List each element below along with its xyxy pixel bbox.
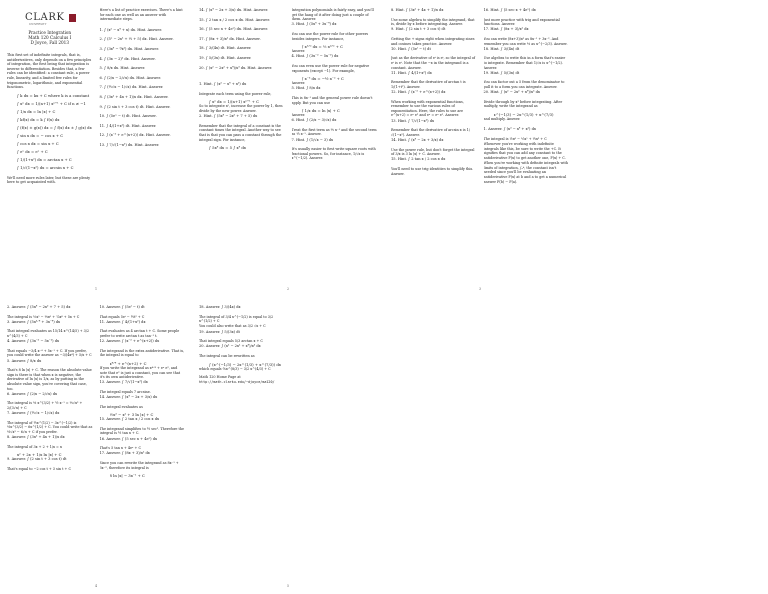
hint-text: Just more practice with trig and exponential functions. Answer. [483,17,560,27]
exercise-item: 9. ∫ (2 sin t + 3 cos t) dt. Hint. Answer. [99,104,171,109]
formula: 8 ln |x| − 3x⁻¹ + C [109,473,145,479]
title-line: D Joyce, Fall 2013 [30,40,70,45]
answer-heading: 16. Answer. ∫ (5 sec x + 4eˣ) dx [99,436,158,441]
exercise-item: 11. ∫ 4/(1+x²) dt. Hint. Answer. [99,123,157,128]
answer-heading: 19. Answer. ∫ 5/(3x) dt [199,329,240,334]
intro-paragraph: This first set of indefinite integrals, that is, antiderivatives, only depends on a few principles of integration, the first being that integration is inverse to differentiation. Besides that, a few rules can be identified: a constant rule, a power rule, linearity, and a limited few rules for trigonometric, logarithmic, and exponential functions. [7,53,92,90]
page-6-blank [384,297,576,594]
hint-heading: 17. Hint. ∫ (8x + 3)/x² dx [483,27,529,32]
formula: ∫ eˣ dx = eˣ + C [17,148,48,154]
exercise-item: 2. ∫ (5ˣ − 2x² + ⅓ + 5) dx. Hint. Answer. [99,37,174,42]
hint-heading: 20. Hint. ∫ (x² − 2x² + x⁴)/x³ dx [483,90,540,95]
hint-text: Getting the + signs right when integrating sines and cosines takes practice. Answer. [391,36,475,46]
hint-text: Just as the derivative of eᵗ is eᵗ, so the integral of eᵗ is eᵗ. Note that the −x in the integrand is a constant. Answer. [391,56,476,70]
hint-heading: 16. Hint. ∫ (5 sec x + 4eˣ) dx [483,8,536,12]
hint-text: Remember that the integral of a constant is the constant times the integral. Another way to see that is that you can pass a constant through the integral sign. For instance, [199,123,282,142]
hint-heading: 15. Hint. ∫ 2 tan x / 2 cos x dx [391,157,446,162]
hint-heading: 1. Hint. ∫ (x⁵ − x⁴ + x²) dx [199,82,247,87]
logo-subtext: UNIVERSITY [29,23,47,26]
hint-text: You can even use the power rule for negative exponents (except −1). For example, [291,63,370,73]
formula: ∫ sin x dx = − cos x + C [17,132,64,138]
hint-text: and multiply. Answer. [483,116,521,121]
exercise-item: 7. ∫ (½√x − 1/√x) dx. Hint. Answer. [99,85,164,90]
answer-heading: 5. Answer. ∫ 8/x dx [7,358,42,363]
answer-heading: 12. Answer. ∫ (x⁻⁵ + e^(x+2)) dx [99,339,160,344]
formula: ∫ x³ᐟ² dx = ⅖ x⁵ᐟ² + C [301,44,344,50]
hint-heading: 10. Hint. ∫ (5eᵗ − t) dt [391,46,431,51]
answer-text: Whenever you're working with indefinite integrals like this, be sure to write the +C. It signifies that you can add any constant to the antiderivative F(x) to get another one, F(x) + C. [483,142,566,161]
hint-text: You can factor out a 5 from the denominator to pull it to a form you can integrate. Answer. [483,80,565,89]
answer-heading: 1. Answer. ∫ (x⁵ − x⁴ + x²) dx [483,127,536,132]
page-number: 3 [478,287,482,291]
page-1-right-column [100,8,186,186]
logo-text: CLARK [25,12,65,23]
answer-heading: 15. Answer. ∫ 2 tan x / 2 cos x dx [99,417,160,422]
exercise-item: 20. ∫ (x² − 2x² + x⁴)/x³ dx. Hint. Answer. [199,65,273,70]
hint-text: You can use the power rule for other powers besides integers. For instance, [291,31,369,41]
hint-heading: 11. Hint. ∫ 4/(1+x²) dx [391,70,432,75]
formula: ∫ 5x⁴ dx = 5 ∫ x⁴ dx [209,145,246,151]
answer-heading: 10. Answer. ∫ (5eᵗ − t) dt [99,305,145,309]
hint-text: Integration polynomials is fairly easy, and you'll get the hang of it after doing just a couple of them. Answer. [291,8,374,22]
hint-heading: 13. Hint. ∫ 7/√(1−x²) dx [391,118,435,123]
answer-heading: 8. Answer. ∫ (3x² + 4x + 1)/x dx [7,435,65,440]
answer-heading: 4. Answer. ∫ (3x⁻⁵ − 5x⁻²) dx [7,339,60,344]
hint-text: Divide through by x³ before integrating. After multiply, write the integrand as [483,99,563,109]
clark-university-logo [7,12,93,26]
answer-text: That evaluates as 4 arctan t + C. Some people prefer to write arctan t as tan⁻¹ t. [99,329,180,338]
page-4-left-column [7,305,93,478]
page-2 [192,0,384,297]
exercise-item: 15. ∫ 2 tan x / 2 cos x dx. Hint. Answer. [199,17,270,22]
seal-icon [69,14,76,22]
hint-heading: 7. Hint. ∫ (1/√x − 3) dx [291,137,334,142]
formula: ∫ 1/(1+x²) dx = arctan x + C [17,156,72,162]
page-number: 5 [286,584,290,588]
answer-link[interactable]: Answer. [291,113,306,118]
exercise-item: 12. ∫ (x⁻⁵ + e^(x+2)) dx. Hint. Answer. [99,133,171,138]
hint-heading: 2. Hint. ∫ (5x⁴ − 2x⁵ + 7 + 5) dx [199,114,258,119]
exercise-item: 10. ∫ (5eˣ − t) dt. Hint. Answer. [99,114,157,119]
formula: ∫ kf(x) dx = k ∫ f(x) dx [17,116,60,122]
answer-link[interactable]: Answer. [291,49,306,54]
hint-text: You'll need to use trig identities to simplify this. Answer. [391,167,474,176]
answer-heading: 13. Answer. ∫ 7/√(1−x²) dx [99,380,148,385]
answer-text: When you're working with definite integrals with limits of integration, ∫ₐᵇ, the constant isn't needed since you'll be evaluating an antiderivative F(x) at b and a to get a numerical answer F(b) − F(a). [483,161,568,184]
page-4 [0,297,192,594]
page-number: 4 [94,584,98,588]
page-1-left-column [7,8,93,186]
formula: ∫ 1/x dx = ln |x| + C [17,108,56,114]
formula: ∫ xⁿ dx = 1/(n+1) xⁿ⁺¹ + C [209,99,260,105]
page-2-left-column [199,8,285,162]
answer-heading: 14. Answer. ∫ (x⁴ − 2x + 3/x) dx [99,395,158,400]
title-line: Practice Integration [28,30,72,35]
hint-text: Integrate each term using the power rule, [199,91,272,96]
hint-text: Remember that the derivative of arcsin x is 1/√(1−x²). Answer. [391,128,470,137]
formula: x^(−1/3) − 2x^(1/3) + x^(7/3) [493,111,554,117]
answer-heading: 11. Answer. ∫ 4/(1+x²) dx [99,319,146,324]
answer-heading: 2. Answer. ∫ (5x⁴ − 2x⁵ + 7 + 5) dx [7,305,71,309]
answer-text: The integrand simplifies to ½ sec². Therefore the integral is ½ tan x + C. [99,426,185,436]
formula: ∫ xⁿ dx = 1/(n+1) xⁿ⁺¹ + C if n ≠ −1 [17,100,86,106]
page-number: 2 [286,287,290,291]
title-line: Math 120 Calculus I [28,35,72,40]
formula: x⁴ᐟ⁴ + e^(x+2) + C [109,360,147,366]
page-3-left-column [391,8,477,185]
answer-text: The integral equals 7 arcsine. [99,389,151,394]
hint-text: It's usually easier to first write square roots with fractional powers. So, for instance, 1/√x is x^(−1/2). Answer. [291,147,376,161]
page-1 [0,0,192,297]
page-3 [384,0,576,297]
exercise-item: 13. ∫ 7/√(1−x²) dx. Hint. Answer. [99,142,160,147]
formula: ∫ (f(x) ± g(x)) dx = ∫ f(x) dx ± ∫ g(x) dx [17,124,92,130]
hint-heading: 5. Hint. ∫ 8/x dx [291,86,321,91]
exercise-item: 17. ∫ (8x + 3)/x² dx. Hint. Answer. [199,36,261,41]
page-2-right-column [292,8,378,162]
hint-heading: 6. Hint. ∫ (2/x − 3/√x) dx [291,118,337,123]
hint-heading: 12. Hint. ∫ (x⁻⁵ + e^(x+2)) dx [391,90,446,95]
hint-text: So to integrate x⁵, increase the power by 1, then divide by the new power. Answer. [199,104,283,113]
hint-heading: 19. Hint. ∫ 5/(3x) dt [483,70,520,75]
hint-heading: 3. Hint. ∫ (5x⁴ + 3x⁻⁴) dx [291,22,337,27]
page-5-right-column [292,305,378,386]
answer-heading: 17. Answer. ∫ (8x + 3)/x² dx [99,451,150,456]
page-number: 1 [94,287,98,291]
hint-text: Use some algebra to simplify the integrand, that is, divide by x before integrating. Answer. [391,17,475,27]
answer-text: which equals ⅜x^(8/3) − 3/2 x^(4/3) + C [199,366,271,371]
page-5 [192,297,384,594]
answer-text: The integral evaluates as [99,404,143,409]
hint-heading: 18. Hint. ∫ 3/(4x) dt [483,46,520,51]
answer-heading: 20. Answer. ∫ (x² − 2x² + x⁴)/x³ dx [199,344,261,349]
page-4-right-column [100,305,186,478]
document-title [7,30,93,45]
homepage-link[interactable]: http://math.clarku.edu/~djoyce/ma120/ [199,380,275,385]
answer-heading: 18. Answer. ∫ 3/(4x) dx [199,305,241,309]
hint-text: Use algebra to write this in a form that's easier to integrate. Remember that 1/√x is x^(−1/2). Answer. [483,56,566,70]
answer-heading: 9. Answer. ∫ (2 sin t + 3 cos t) dt [7,457,67,462]
answer-text: Since you can rewrite the integrand as 8x⁻¹ + 3x⁻², therefore its integral is [99,461,179,470]
answer-link[interactable]: Answer. [291,81,306,86]
formula: ∫ cos x dx = sin x + C [17,140,59,146]
answer-text: The integral can be rewritten as [199,353,255,358]
hint-text: Remember that the derivative of arctan t is 1/(1+t²). Answer. [391,80,466,89]
answer-text: That equals −3/4 x⁻⁴ + 5x⁻¹ + C. If you prefer, you could write the answer as −3/(4x⁴) + 5/x + C [7,348,92,358]
answer-heading: 3. Answer. ∫ (5x³ᐟ⁴ + 3x⁻⁴) dx [7,319,61,324]
answer-heading: 7. Answer. ∫ (½√x − 1/√x) dx [7,411,60,416]
answer-text: That integral equals 5/3 arctan x + C [199,339,264,344]
exercise-item: 1. ∫ (x² − x⁴ + x) dx. Hint. Answer. [99,27,162,32]
formula: ⅕x⁵ − x² + 3 ln |x| + C [109,412,154,418]
exercise-item: 6. ∫ (2/x − 2/√x) dx. Hint. Answer. [99,75,162,80]
exercise-item: 4. ∫ (3x − 2)² dx. Hint. Answer. [99,56,156,61]
hint-heading: 4. Hint. ∫ (3x⁻⁵ − 5x⁻²) dx [291,54,339,59]
outro-paragraph: We'll need more rules later, but these are plenty here to get acquainted with. [7,175,91,185]
answer-text: That integral evaluates as 15/14 x^(14/5) + 3/2 x^(4/3) + C [7,329,90,338]
answer-text: The integrand is the extra antiderivative. That is, the integral is equal to [99,348,185,358]
formula: ∫ 1/x dx = ln |x| + C [301,108,340,114]
answer-text: That's 8 ln |x| + C. The reason the absolute value sign is there is that when x is negative, the derivative of ln |x| is 1/x, as by putting in the absolute value sign, you're covering that case, too. [7,368,92,391]
exercise-item: 8. ∫ (3x² + 4x + 1)/x dx. Hint. Answer. [99,94,169,99]
exercise-item: 14. ∫ (x⁴ − 2x + 3/x) dx. Hint. Answer. [199,8,269,12]
exercise-intro: Here's a list of practice exercises. There's a hint for each one as well as an answer with intermediate steps. [99,8,183,22]
formula: ∫ k dx = kx + C where k is a constant [17,92,90,98]
answer-text: That's 5 tan x + 4eˣ + C [99,446,142,451]
hint-text: Use the power rule, but don't forget the integral of 3/x is 3 ln |x| + C. Answer. [391,147,475,157]
formula: x² + 2x + 1/x ln |x| + C [17,452,62,458]
hint-text: Treat the first term as ⅔ x⁻¹ and the second term as ⅓ x⁻¹. Answer. [291,127,377,137]
hint-heading: 8. Hint. ∫ (3x² + 4x + 1)/x dx [391,8,444,12]
answer-text: The integral of 3/4 x^(−1/2) is equal to 3/2 x^(1/2) + C [199,314,274,324]
answer-text: That equals 5eᵗ − ½t² + C [99,314,145,319]
answer-text: That's equal to −2 cos t + 3 sin t + C [7,466,72,471]
hint-text: You can write (8x+3)/x² as 8x⁻¹ + 3x⁻². And remember you can write ⅔ as x^(−2/3). Answer. [483,36,568,46]
answer-heading: 6. Answer. ∫ (2/x − 2/√x) dx [7,391,58,396]
exercise-item: 16. ∫ (5 sec x + 4eˣ) dx. Hint. Answer. [199,27,268,32]
answer-text: The integral is ⅙x⁶ − ⅕x⁵ + ⅓x³ + C [483,137,547,142]
exercise-item: 18. ∫ 3/(4x) dt. Hint. Answer. [199,46,252,51]
formula: ∫ x⁻³ dx = −½ x⁻² + C [301,76,344,82]
answer-text: If you write the integrand as x⁴ᐟ⁴ + eˣ e², and note that e² is just a constant, you can see that it's its own antiderivative. [99,365,181,380]
page-3-right-column [484,8,570,185]
page-5-left-column [199,305,285,386]
formula: ∫ (x^(−1/3) − 2x^(1/3) + x^(7/3)) dx [209,361,281,367]
answer-text: The integral is ⅔ x^(3/2) + ½ x⁻¹ = ⅔√x³ + 2/(3√x) + C [7,401,83,410]
formula: ∫ 1/√(1−x²) dx = arcsin x + C [17,164,74,170]
exercise-item: 3. ∫ (3x⁴ − ⁵⁄x²) dx. Hint. Answer. [99,46,159,51]
homepage-label: Math 120 Home Page at [199,375,241,380]
hint-text: When working with exponential functions, remember to use the various rules of exponentiation. Here, the rules to use are e^(x+2) = eˣ e² and eˣ = eˣ e². Answer. [391,99,464,118]
hint-heading: 9. Hint. ∫ (2 sin t + 3 cos t) dt [391,27,446,32]
answer-text: The integral of ½x^(1/2) − 3x^(−1/2) is ⅓x^(3/2) − 6x^(1/2) + C. You could write that as ⅓√x³ − 6√x + C if you prefer. [7,420,93,434]
exercise-item: 5. ∫ 8/x dx. Hint. Answer. [99,66,146,71]
answer-text: You could also write that as 3/2 √x + C [199,324,266,329]
hint-text: This is 8x⁻¹ and the general power rule doesn't apply. But you can use [291,95,373,105]
answer-text: The integral is ⅖x⁵ − ⅔x⁶ + ⅞x⁸ + 5x + C [7,314,80,319]
hint-heading: 14. Hint. ∫ (x⁴ − 2x + 3/x) dx [391,138,444,143]
exercise-item: 19. ∫ 5/(3x) dt. Hint. Answer. [199,55,252,60]
answer-text: The integral of 3x + 2 + 1/x = x [7,444,62,449]
